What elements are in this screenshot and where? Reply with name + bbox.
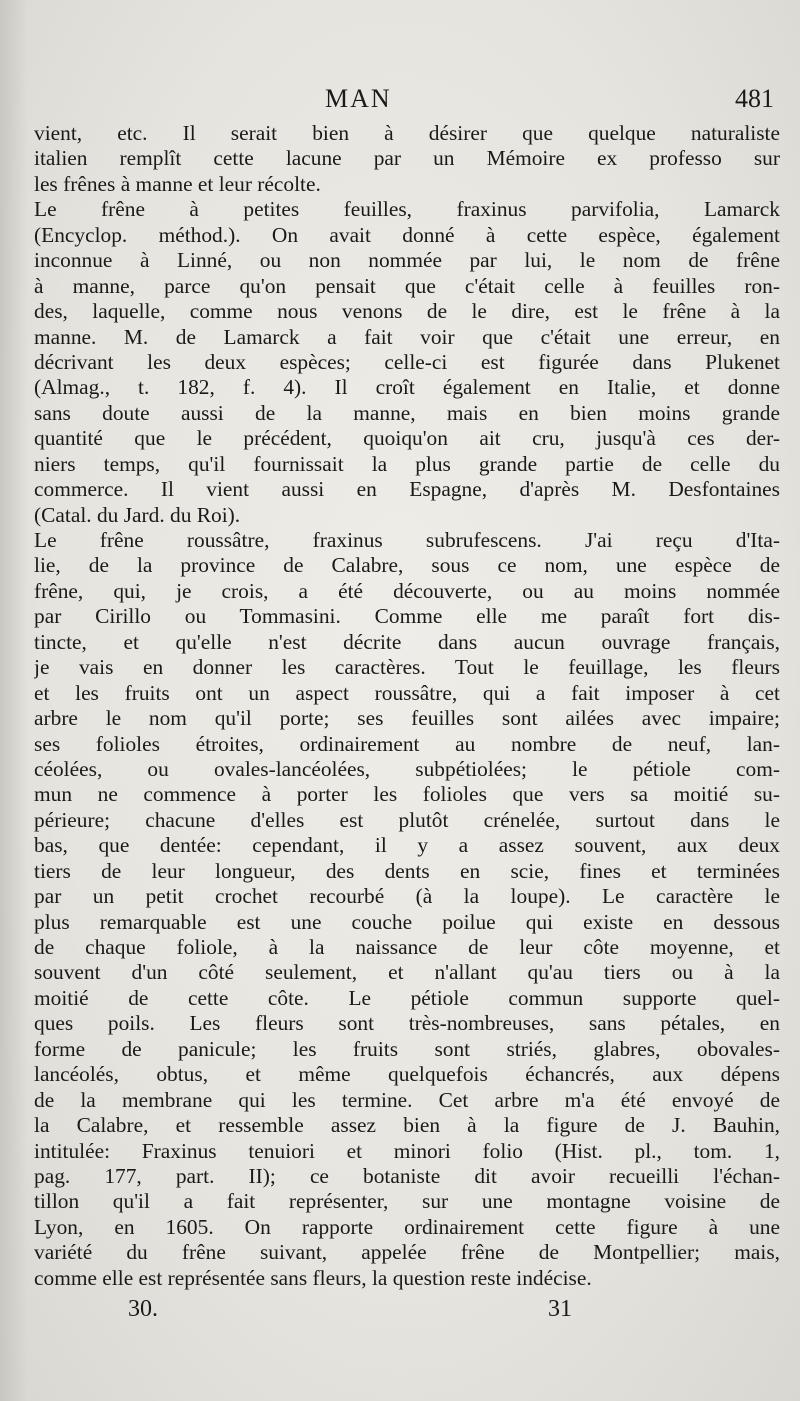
text-line: Le frêne roussâtre, fraxinus subrufescens. J'ai reçu d'Ita- <box>34 528 780 552</box>
text-line: frêne, qui, je crois, a été découverte, ou au moins nommée <box>34 578 780 603</box>
text-line: ques poils. Les fleurs sont très-nombreuses, sans pétales, en <box>34 1011 780 1036</box>
text-line: à manne, parce qu'on pensait que c'était celle à feuilles ron- <box>34 273 780 298</box>
text-line: Lyon, en 1605. On rapporte ordinairement cette figure à une <box>34 1214 780 1239</box>
text-line: comme elle est représentée sans fleurs, la question reste indécise. <box>34 1265 592 1290</box>
text-line: bas, que dentée: cependant, il y a assez souvent, aux deux <box>34 833 780 858</box>
text-line: tiers de leur longueur, des dents en scie, fines et terminées <box>34 858 780 883</box>
signature-mark-right: 31 <box>548 1296 572 1322</box>
text-line: de chaque foliole, à la naissance de leur côte moyenne, et <box>34 935 780 959</box>
text-line: les frênes à manne et leur récolte. <box>34 171 321 196</box>
text-line: céolées, ou ovales-lancéolées, subpétiolées; le pétiole com- <box>34 756 780 781</box>
text-line: (Encyclop. méthod.). On avait donné à cette espèce, également <box>34 222 780 247</box>
text-line: de la membrane qui les termine. Cet arbre m'a été envoyé de <box>34 1087 780 1112</box>
text-line: par un petit crochet recourbé (à la loupe). Le caractère le <box>34 884 780 909</box>
text-line: par Cirillo ou Tommasini. Comme elle me paraît fort dis- <box>34 604 780 629</box>
text-line: périeure; chacune d'elles est plutôt crénelée, surtout dans le <box>34 807 780 832</box>
running-head-title: MAN <box>325 84 392 113</box>
text-line: commerce. Il vient aussi en Espagne, d'après M. Desfontaines <box>34 477 780 502</box>
text-line: variété du frêne suivant, appelée frêne de Montpellier; mais, <box>34 1240 780 1265</box>
text-line: moitié de cette côte. Le pétiole commun supporte quel- <box>34 985 780 1010</box>
text-line: sans doute aussi de la manne, mais en bien moins grande <box>34 400 780 425</box>
text-line: ses folioles étroites, ordinairement au nombre de neuf, lan- <box>34 731 780 756</box>
text-line: et les fruits ont un aspect roussâtre, qui a fait imposer à cet <box>34 680 780 705</box>
text-line: lancéolés, obtus, et même quelquefois échancrés, aux dépens <box>34 1062 780 1087</box>
text-line: décrivant les deux espèces; celle-ci est figurée dans Plukenet <box>34 349 780 374</box>
text-line: mun ne commence à porter les folioles que vers sa moitié su- <box>34 782 780 807</box>
text-line: la Calabre, et ressemble assez bien à la figure de J. Bauhin, <box>34 1113 780 1138</box>
signature-mark-left: 30. <box>128 1296 158 1322</box>
text-line: italien remplît cette lacune par un Mémoire ex professo sur <box>34 146 780 171</box>
text-line: (Catal. du Jard. du Roi). <box>34 502 241 527</box>
text-line: (Almag., t. 182, f. 4). Il croît également en Italie, et donne <box>34 375 780 400</box>
printer-signatures <box>0 1296 800 1330</box>
text-line: arbre le nom qu'il porte; ses feuilles sont ailées avec impaire; <box>34 706 780 731</box>
text-line: quantité que le précédent, quoiqu'on ait cru, jusqu'à ces der- <box>34 426 780 451</box>
running-head <box>0 84 800 120</box>
text-line: vient, etc. Il serait bien à désirer que quelque naturaliste <box>34 121 780 145</box>
text-line: Le frêne à petites feuilles, fraxinus parvifolia, Lamarck <box>34 197 780 222</box>
text-line: niers temps, qu'il fournissait la plus grande partie de celle du <box>34 451 780 476</box>
page-number: 481 <box>735 84 774 113</box>
text-line: plus remarquable est une couche poilue qui existe en dessous <box>34 909 780 934</box>
text-line: tincte, et qu'elle n'est décrite dans aucun ouvrage français, <box>34 629 780 654</box>
text-line: manne. M. de Lamarck a fait voir que c'était une erreur, en <box>34 324 780 349</box>
body-text <box>34 121 780 1291</box>
text-line: inconnue à Linné, ou non nommée par lui, le nom de frêne <box>34 248 780 273</box>
text-line: je vais en donner les caractères. Tout le feuillage, les fleurs <box>34 655 780 680</box>
text-line: tillon qu'il a fait représenter, sur une montagne voisine de <box>34 1189 780 1214</box>
binding-shadow <box>0 0 28 1401</box>
text-line: intitulée: Fraxinus tenuiori et minori folio (Hist. pl., tom. 1, <box>34 1138 780 1163</box>
text-line: forme de panicule; les fruits sont striés, glabres, obovales- <box>34 1036 780 1061</box>
text-line: des, laquelle, comme nous venons de le dire, est le frêne à la <box>34 299 780 324</box>
text-line: lie, de la province de Calabre, sous ce nom, une espèce de <box>34 553 780 578</box>
text-line: souvent d'un côté seulement, et n'allant qu'au tiers ou à la <box>34 960 780 985</box>
text-line: pag. 177, part. II); ce botaniste dit avoir recueilli l'échan- <box>34 1163 780 1188</box>
